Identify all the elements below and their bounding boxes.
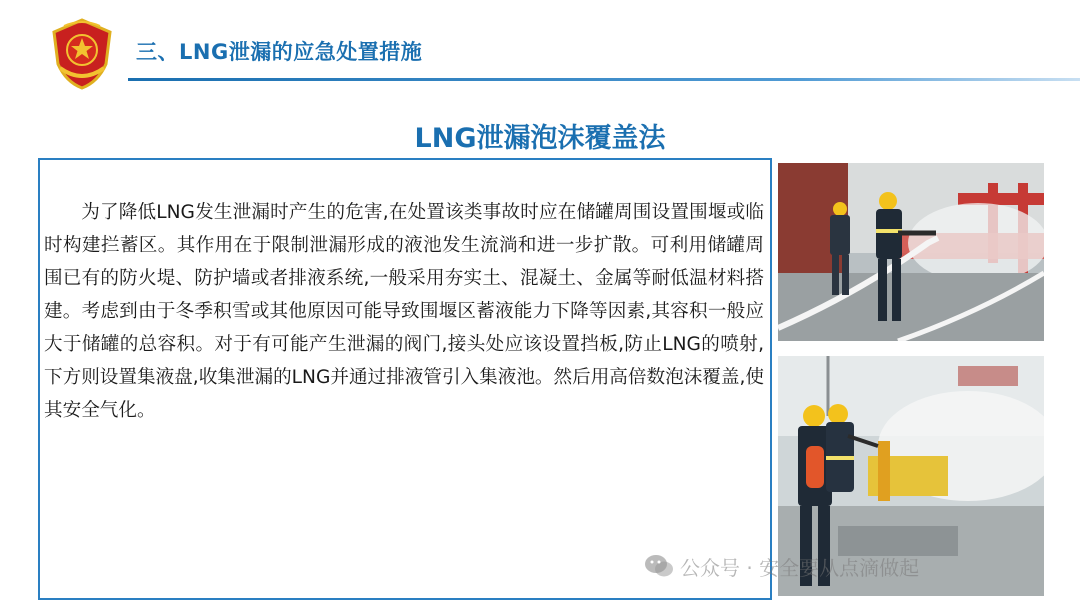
fire-rescue-emblem-icon (48, 18, 116, 90)
section-title (0, 116, 1080, 155)
section-title-text: LNG泄漏泡沫覆盖法 (414, 123, 666, 154)
header-divider (128, 78, 1080, 81)
wechat-icon (644, 553, 674, 579)
content-text-box (38, 158, 772, 600)
body-paragraph: 为了降低LNG发生泄漏时产生的危害,在处置该类事故时应在储罐周围设置围堰或临时构建拦蓄区。其作用在于限制泄漏形成的液池发生流淌和进一步扩散。可利用储罐周围已有的防火堤、防护墙或者排液系统,一般采用夯实土、混凝土、金属等耐低温材料搭建。考虑到由于冬季积雪或其他原因可能导致围堰区蓄液能力下降等因素,其容积一般应大于储罐的总容积。对于有可能产生泄漏的阀门,接头处应该设置挡板,防止LNG的喷射,下方则设置集液盘,收集泄漏的LNG并通过排液管引入集液池。然后用高倍数泡沫覆盖,使其安全气化。 (44, 202, 764, 421)
watermark-text: 公众号 · 安全要从点滴做起 (680, 555, 920, 580)
header-title: 三、LNG泄漏的应急处置措施 (136, 40, 423, 64)
firefighters-hose-photo (778, 163, 1044, 341)
slide-header (0, 0, 1080, 110)
watermark (644, 552, 919, 580)
